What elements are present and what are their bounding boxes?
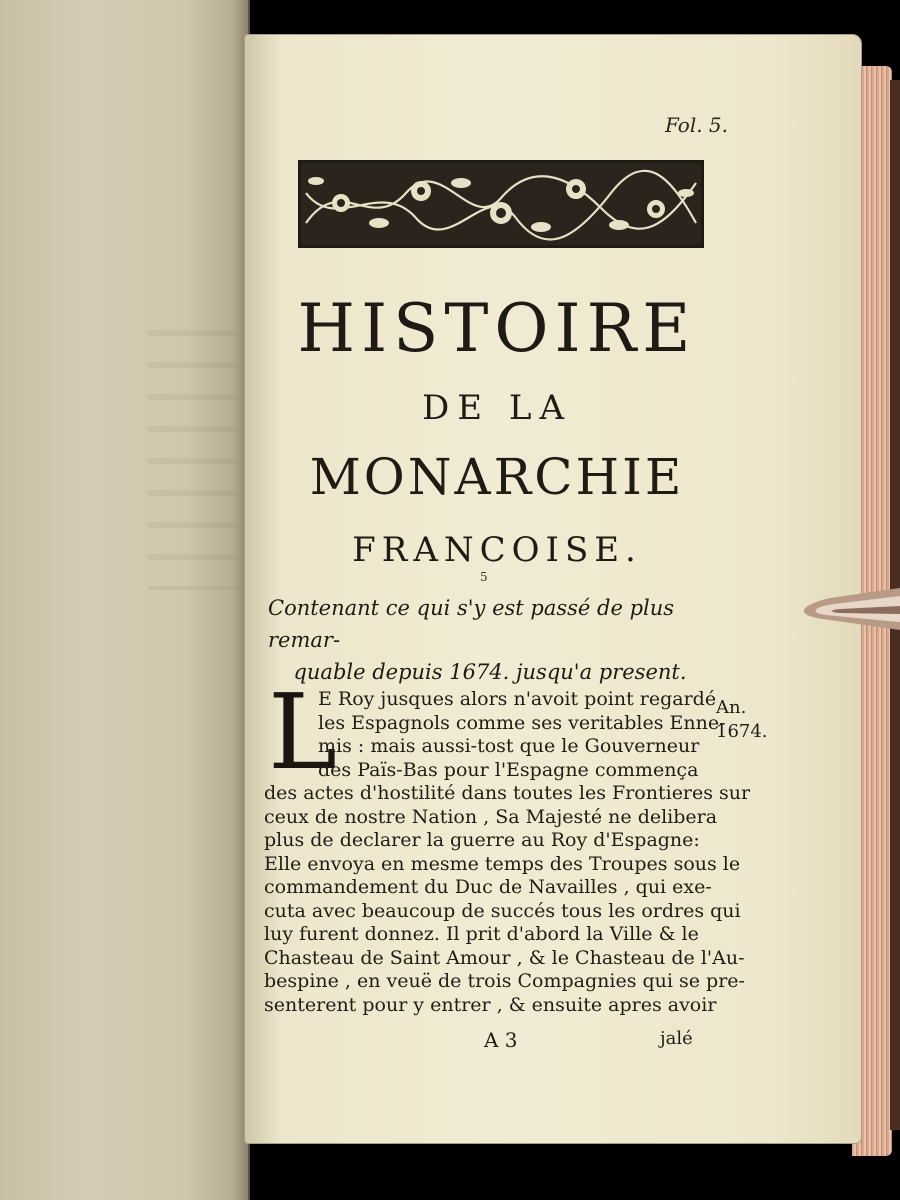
- drop-capital: L: [268, 671, 338, 793]
- body-line: les Espagnols comme ses veritables Enne-: [318, 711, 726, 734]
- margin-note-1674: 1674.: [716, 721, 768, 742]
- floral-ornament-icon: [301, 163, 701, 245]
- body-line: Chasteau de Saint Amour , & le Chasteau de l'Au-: [264, 946, 745, 969]
- signature-mark: A 3: [484, 1028, 518, 1052]
- body-line: Elle envoya en mesme temps des Troupes sous le: [264, 852, 741, 875]
- body-line: commandement du Duc de Navailles , qui exe-: [264, 876, 712, 898]
- body-line: bespine , en veuë de trois Compagnies qui se pre-: [264, 970, 745, 992]
- body-line: E Roy jusques alors n'avoit point regardé: [318, 688, 717, 710]
- title-de-la: DE LA: [421, 388, 573, 428]
- body-line: luy furent donnez. Il prit d'abord la Ville & le: [264, 923, 699, 945]
- body-line: cuta avec beaucoup de succés tous les ordres qui: [264, 899, 741, 922]
- folio-number: Fol. 5.: [665, 113, 729, 137]
- body-line: des actes d'hostilité dans toutes les Frontieres sur: [264, 782, 751, 804]
- body-line: plus de declarer la guerre au Roy d'Espagne:: [264, 829, 700, 851]
- margin-note-year: [716, 696, 768, 744]
- metal-clasp-icon: [800, 582, 900, 636]
- body-line: ceux de nostre Nation , Sa Majesté ne delibera: [264, 805, 718, 828]
- title-histoire: HISTOIRE: [297, 290, 697, 367]
- ornamental-headpiece: [298, 160, 704, 248]
- margin-note-an: An.: [716, 697, 747, 718]
- body-line: des Païs-Bas pour l'Espagne commença: [318, 758, 699, 781]
- catchword: jalé: [660, 1028, 693, 1049]
- body-line: senterent pour y entrer , & ensuite apres avoir: [264, 993, 717, 1016]
- title-monarchie: MONARCHIE: [309, 448, 685, 506]
- left-page: [0, 0, 250, 1200]
- show-through-text: [148, 330, 238, 590]
- body-line: mis : mais aussi-tost que le Gouverneur: [318, 735, 700, 757]
- subtitle-line-2: quable depuis 1674. jusqu'a present.: [293, 660, 687, 684]
- title-francoise: FRANCOISE.: [352, 530, 642, 570]
- small-mark: 5: [480, 570, 488, 584]
- subtitle-line-1: Contenant ce qui s'y est passé de plus remar-: [268, 596, 675, 652]
